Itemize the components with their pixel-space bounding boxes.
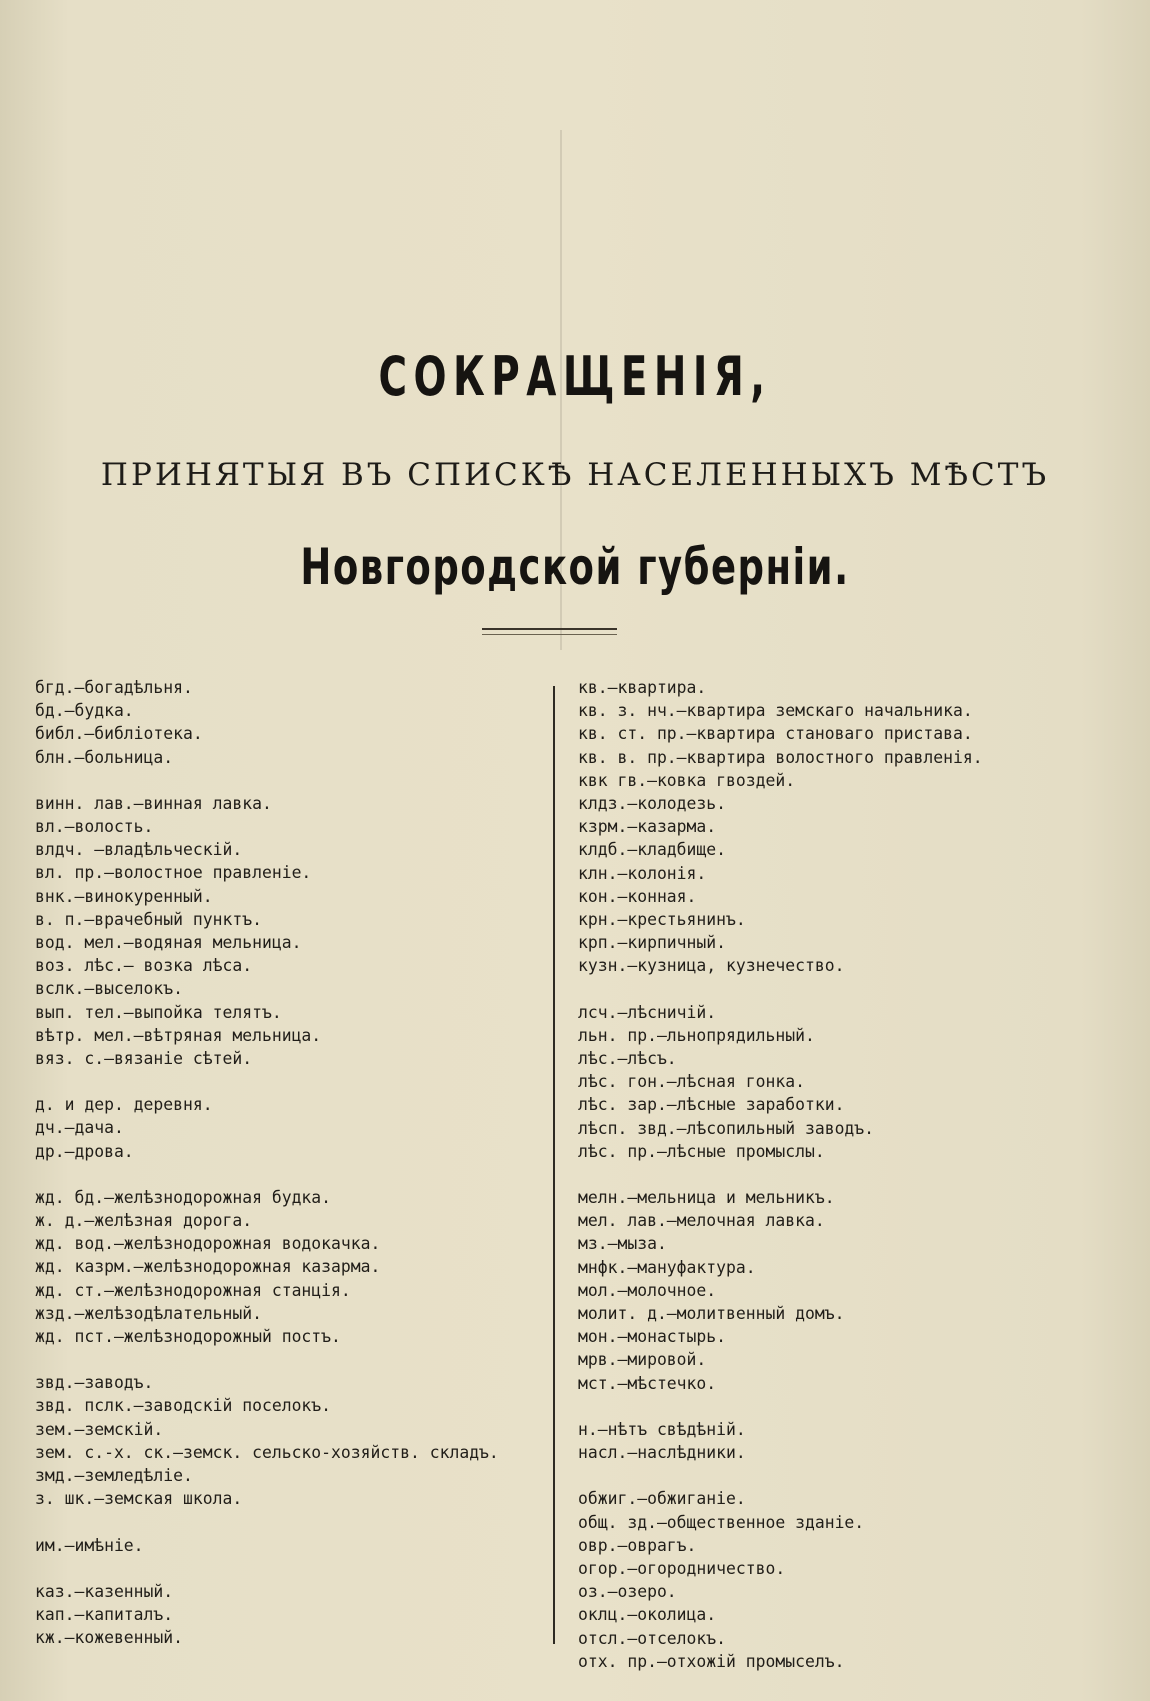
abbreviation-entry: з. шк.—земская школа. — [35, 1489, 243, 1509]
abbreviation-entry: зем. с.-х. ск.—земск. сельско-хозяйств. складъ. — [35, 1442, 499, 1462]
abbreviation-entry: жд. вод.—желѣзнодорожная водокачка. — [35, 1234, 381, 1254]
abbreviation-entry: жд. ст.—желѣзнодорожная станція. — [35, 1280, 351, 1300]
abbreviation-entry: жд. пст.—желѣзнодорожный постъ. — [35, 1327, 341, 1347]
group-spacer — [35, 1070, 535, 1093]
column-divider — [553, 686, 555, 1644]
abbreviation-entry: лсч.—лѣсничій. — [578, 1002, 717, 1022]
abbreviation-entry: мел. лав.—мелочная лавка. — [578, 1211, 825, 1231]
abbreviation-entry: лѣс. зар.—лѣсные заработки. — [578, 1095, 845, 1115]
abbreviation-entry: лѣсп. звд.—лѣсопильный заводъ. — [578, 1118, 875, 1138]
group-spacer — [35, 1511, 535, 1534]
abbreviation-entry: блн.—больница. — [35, 747, 174, 767]
abbreviation-entry: д. и дер. деревня. — [35, 1095, 213, 1115]
abbreviation-entry: им.—имѣніе. — [35, 1535, 144, 1555]
abbreviation-entry: кв.—квартира. — [578, 678, 707, 697]
group-spacer — [35, 769, 535, 792]
abbreviation-entry: др.—дрова. — [35, 1141, 134, 1161]
abbreviation-entry: вод. мел.—водяная мельница. — [35, 933, 302, 953]
decorative-rule-thin — [482, 634, 617, 635]
abbreviation-entry: крн.—крестьянинъ. — [578, 910, 746, 930]
abbreviation-entry: вл.—волость. — [35, 817, 154, 837]
abbreviation-entry: бд.—будка. — [35, 701, 134, 721]
abbreviation-entry: бгд.—богадѣльня. — [35, 678, 193, 697]
abbreviation-entry: жд. казрм.—желѣзнодорожная казарма. — [35, 1257, 381, 1277]
abbreviation-entry: лѣс. гон.—лѣсная гонка. — [578, 1072, 805, 1092]
abbreviation-entry: оз.—озеро. — [578, 1582, 677, 1602]
abbreviation-entry: вл. пр.—волостное правленіе. — [35, 863, 312, 883]
decorative-rule — [482, 628, 617, 630]
abbreviation-entry: жд. бд.—желѣзнодорожная будка. — [35, 1187, 332, 1207]
abbreviation-entry: винн. лав.—винная лавка. — [35, 793, 272, 813]
province-title: Новгородской губерніи. — [300, 538, 850, 596]
right-column — [578, 676, 1138, 1673]
abbreviation-entry: овр.—оврагъ. — [578, 1535, 697, 1555]
abbreviation-entry: звд.—заводъ. — [35, 1373, 154, 1393]
abbreviation-entry: кв. ст. пр.—квартира становаго пристава. — [578, 724, 973, 744]
abbreviation-entry: лѣс. пр.—лѣсные промыслы. — [578, 1141, 825, 1161]
abbreviation-entry: мст.—мѣстечко. — [578, 1373, 717, 1393]
abbreviation-entry: воз. лѣс.— возка лѣса. — [35, 956, 253, 976]
abbreviation-entry: влдч. —владѣльческій. — [35, 840, 243, 860]
abbreviation-entry: огор.—огородничество. — [578, 1558, 786, 1578]
page-subtitle: ПРИНЯТЫЯ ВЪ СПИСКѢ НАСЕЛЕННЫХЪ МѢСТЪ — [100, 457, 1050, 493]
abbreviation-entry: молит. д.—молитвенный домъ. — [578, 1304, 845, 1324]
group-spacer — [35, 1348, 535, 1371]
abbreviation-entry: льн. пр.—льнопрядильный. — [578, 1025, 815, 1045]
abbreviation-entry: в. п.—врачебный пунктъ. — [35, 909, 262, 929]
page-title: СОКРАЩЕНІЯ, — [378, 345, 772, 408]
abbreviation-entry: зем.—земскій. — [35, 1419, 164, 1439]
abbreviation-entry: клн.—колонія. — [578, 863, 707, 883]
abbreviation-entry: звд. пслк.—заводскій поселокъ. — [35, 1396, 332, 1416]
abbreviation-entry: кв. в. пр.—квартира волостного правленія. — [578, 747, 983, 767]
abbreviation-entry: отх. пр.—отхожій промыселъ. — [578, 1651, 845, 1671]
abbreviation-entry: мнфк.—мануфактура. — [578, 1257, 756, 1277]
group-spacer — [578, 978, 1138, 1001]
group-spacer — [35, 1163, 535, 1186]
abbreviation-entry: библ.—библіотека. — [35, 724, 203, 744]
abbreviation-entry: отсл.—отселокъ. — [578, 1628, 727, 1648]
abbreviation-entry: кузн.—кузница, кузнечество. — [578, 956, 845, 976]
abbreviation-entry: клдз.—колодезь. — [578, 794, 727, 814]
abbreviation-entry: мз.—мыза. — [578, 1234, 667, 1254]
abbreviation-entry: общ. зд.—общественное зданіе. — [578, 1512, 865, 1532]
group-spacer — [578, 1163, 1138, 1186]
abbreviation-entry: змд.—земледѣліе. — [35, 1466, 193, 1486]
abbreviation-entry: кап.—капиталъ. — [35, 1604, 174, 1624]
abbreviation-entry: крп.—кирпичный. — [578, 933, 727, 953]
abbreviation-entry: вслк.—выселокъ. — [35, 979, 184, 999]
abbreviation-entry: оклц.—околица. — [578, 1605, 717, 1625]
abbreviation-entry: мелн.—мельница и мельникъ. — [578, 1188, 835, 1208]
abbreviation-entry: дч.—дача. — [35, 1118, 124, 1138]
abbreviation-entry: мол.—молочное. — [578, 1280, 717, 1300]
abbreviation-entry: обжиг.—обжиганіе. — [578, 1489, 746, 1509]
abbreviation-entry: кзрм.—казарма. — [578, 817, 717, 837]
abbreviation-entry: внк.—винокуренный. — [35, 886, 213, 906]
abbreviation-entry: жзд.—желѣзодѣлательный. — [35, 1303, 262, 1323]
abbreviation-entry: каз.—казенный. — [35, 1581, 174, 1601]
group-spacer — [578, 1464, 1138, 1487]
abbreviation-entry: насл.—наслѣдники. — [578, 1443, 746, 1463]
abbreviation-entry: вяз. с.—вязаніе сѣтей. — [35, 1049, 253, 1069]
abbreviation-entry: кон.—конная. — [578, 886, 697, 906]
group-spacer — [578, 1395, 1138, 1418]
abbreviation-entry: кв. з. нч.—квартира земскаго начальника. — [578, 701, 973, 721]
abbreviation-entry: мрв.—мировой. — [578, 1350, 707, 1370]
abbreviation-entry: клдб.—кладбище. — [578, 840, 727, 860]
abbreviation-entry: вѣтр. мел.—вѣтряная мельница. — [35, 1025, 322, 1045]
left-column — [35, 676, 535, 1649]
abbreviation-entry: ж. д.—желѣзная дорога. — [35, 1211, 253, 1231]
abbreviation-entry: мон.—монастырь. — [578, 1327, 727, 1347]
abbreviation-entry: н.—нѣтъ свѣдѣній. — [578, 1419, 746, 1439]
abbreviation-entry: кж.—кожевенный. — [35, 1628, 184, 1648]
group-spacer — [35, 1557, 535, 1580]
abbreviation-entry: вып. тел.—выпойка телятъ. — [35, 1002, 282, 1022]
abbreviation-entry: лѣс.—лѣсъ. — [578, 1049, 677, 1069]
abbreviation-entry: квк гв.—ковка гвоздей. — [578, 770, 796, 790]
